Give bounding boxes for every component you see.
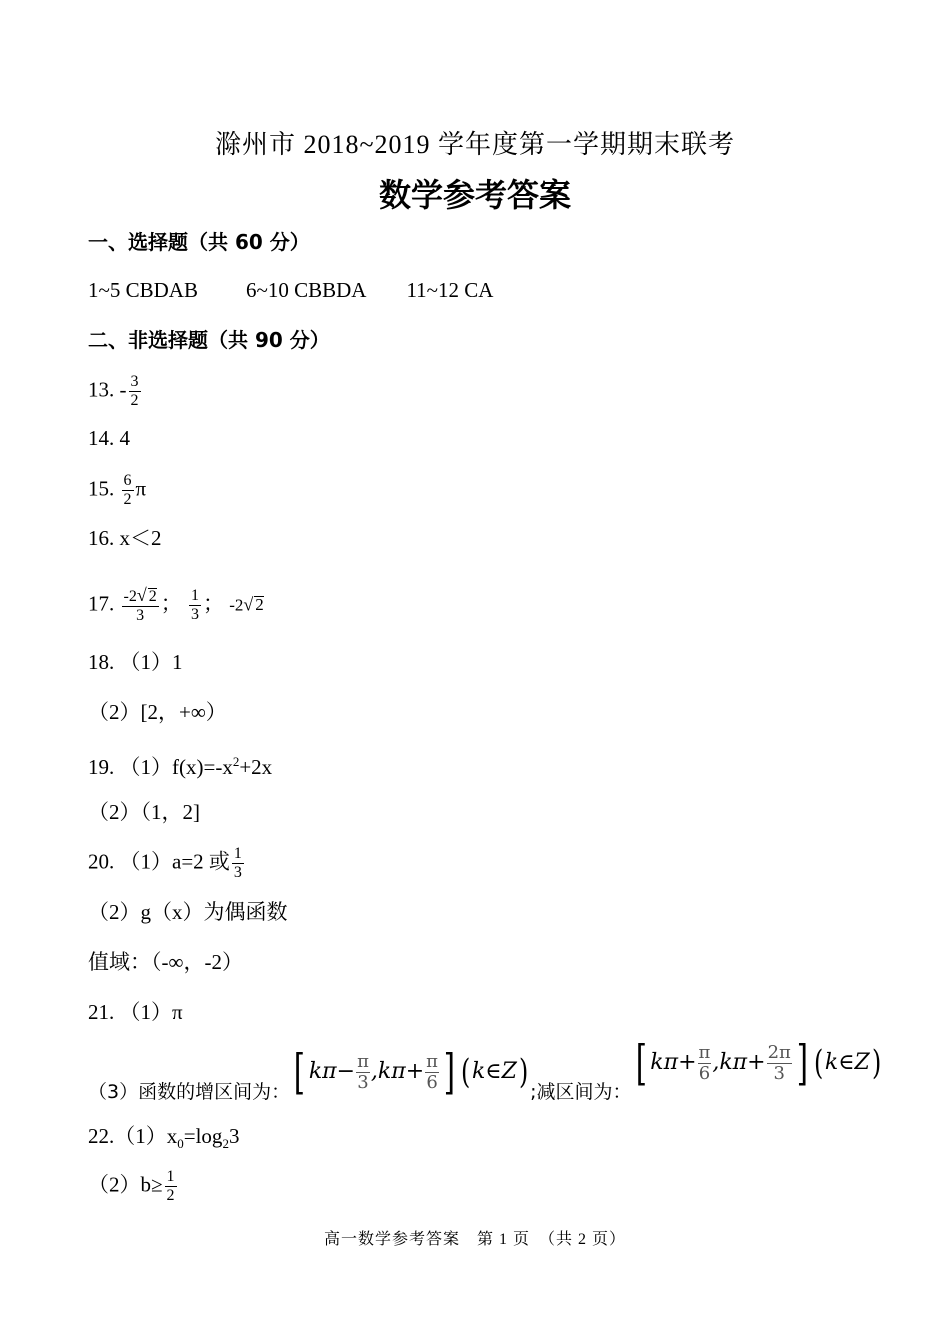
dec-f1-den: 6 (698, 1062, 711, 1084)
answer-21-part-1: 21. （1）π (88, 1000, 183, 1024)
right-bracket-icon: ] (796, 1035, 808, 1091)
left-bracket-icon: [ (293, 1044, 306, 1100)
answer-17-f2-num: 1 (190, 587, 199, 604)
answer-16: 16. x＜2 (88, 526, 162, 550)
inc-a: kπ− (308, 1059, 356, 1084)
dec-f2-num: 2π (767, 1041, 791, 1063)
answer-17-f2-den: 3 (190, 606, 199, 623)
sqrt-icon: √ (243, 594, 254, 615)
choice-answers-1-5: 1~5 CBDAB (88, 278, 198, 302)
answer-17-f1-radicand: 2 (148, 588, 157, 605)
answer-15-num: 6 (123, 472, 132, 489)
nonchoice-section-heading: 二、非选择题（共 90 分） (88, 328, 330, 352)
answer-15-label: 15. (88, 476, 115, 501)
answer-17-sep-1: ； (160, 591, 182, 616)
answer-20-part-2: （2）g（x）为偶函数 (88, 900, 288, 924)
dec-f2-den: 3 (773, 1062, 785, 1084)
answer-17-label: 17. (88, 591, 115, 616)
answer-15-fraction (122, 472, 134, 509)
answer-20-part-3: 值域：（-∞，-2） (88, 950, 243, 974)
answer-15 (88, 472, 146, 509)
answer-13 (88, 373, 143, 410)
answer-17-f1-den: 3 (136, 607, 145, 624)
answer-20-p1-pre: 20. （1）a=2 或 (88, 849, 230, 874)
answer-17-sep-2: ； (202, 591, 224, 616)
choice-answers-11-12: 11~12 CA (406, 278, 494, 302)
inc-f1-num: π (357, 1050, 369, 1072)
inc-cond: k∈Z (471, 1059, 517, 1084)
answer-22-p1-sub2: 2 (222, 1136, 229, 1152)
answer-22-den: 2 (166, 1187, 175, 1204)
inc-f2-num: π (426, 1050, 438, 1072)
answer-22-fraction (165, 1168, 177, 1205)
answer-22-p1-mid: =log (183, 1124, 223, 1148)
answer-17-fraction-1 (122, 586, 159, 625)
right-paren-icon: ) (871, 1043, 882, 1083)
answer-22-p1-sub0: 0 (177, 1136, 184, 1152)
answer-13-num: 3 (130, 373, 139, 390)
dec-f1-num: π (698, 1041, 711, 1063)
inc-f2-den: 6 (426, 1071, 438, 1093)
answer-key-title: 数学参考答案 (378, 176, 571, 214)
dec-b: ,kπ+ (712, 1050, 766, 1075)
answer-20-fraction (232, 845, 244, 882)
inc-b: ,kπ+ (370, 1059, 425, 1084)
increasing-interval (290, 1044, 530, 1100)
answer-22-num: 1 (166, 1168, 175, 1185)
answer-18-part-2: （2）[2，+∞） (88, 700, 227, 724)
left-bracket-icon: [ (635, 1035, 647, 1091)
right-bracket-icon: ] (443, 1044, 455, 1100)
answer-22-part-2 (88, 1168, 179, 1205)
answer-21-p3-label: （3）函数的增区间为： (88, 1081, 291, 1103)
choice-answers-6-10: 6~10 CBBDA (245, 278, 367, 302)
answer-17-f1-num-pre: -2 (123, 588, 137, 605)
answer-18-part-1: 18. （1）1 (88, 650, 183, 674)
sqrt-icon: √ (136, 585, 147, 605)
answer-20-part-1 (88, 845, 246, 882)
answer-19-p1-pre: 19. （1）f(x)=-x (88, 755, 233, 779)
right-paren-icon: ) (518, 1052, 529, 1092)
dec-a: kπ+ (650, 1050, 697, 1075)
answer-19-p1-exp: 2 (232, 754, 240, 769)
answer-13-fraction (129, 373, 141, 410)
answer-22-part-1 (88, 1122, 239, 1158)
left-paren-icon: ( (460, 1052, 470, 1092)
choice-answers-line (88, 276, 493, 304)
answer-21-mid-label: ;减区间为： (530, 1081, 632, 1103)
answer-22-p2-pre: （2）b≥ (88, 1172, 163, 1197)
answer-22-p1-pre: 22.（1）x (88, 1124, 178, 1148)
left-paren-icon: ( (813, 1043, 823, 1083)
answer-15-den: 2 (123, 491, 132, 508)
choice-section-heading: 一、选择题（共 60 分） (88, 230, 310, 254)
answer-19-p1-post: +2x (239, 755, 273, 779)
answer-17-f3-pre: -2 (229, 595, 244, 615)
answer-13-den: 2 (130, 392, 139, 409)
answer-13-label: 13. - (88, 377, 127, 402)
answer-21-part-3 (88, 1035, 883, 1104)
dec-cond: k∈Z (824, 1050, 870, 1075)
inc-f1-den: 3 (357, 1071, 369, 1093)
decreasing-interval (632, 1035, 884, 1091)
answer-17-f3-radicand: 2 (255, 595, 264, 615)
answer-17-fraction-2 (189, 587, 201, 624)
answer-22-p1-post: 3 (228, 1124, 240, 1148)
answer-19-part-2: （2）（1，2] (88, 800, 200, 824)
answer-20-num: 1 (233, 845, 242, 862)
answer-19-part-1 (88, 748, 272, 781)
answer-20-den: 3 (233, 864, 242, 881)
answer-17 (88, 586, 264, 625)
answer-14: 14. 4 (88, 426, 130, 450)
page-footer: 高一数学参考答案 第 1 页 （共 2 页） (323, 1231, 626, 1248)
exam-title: 滁州市 2018~2019 学年度第一学期期末联考 (214, 130, 736, 159)
answer-15-suffix: π (135, 476, 147, 501)
